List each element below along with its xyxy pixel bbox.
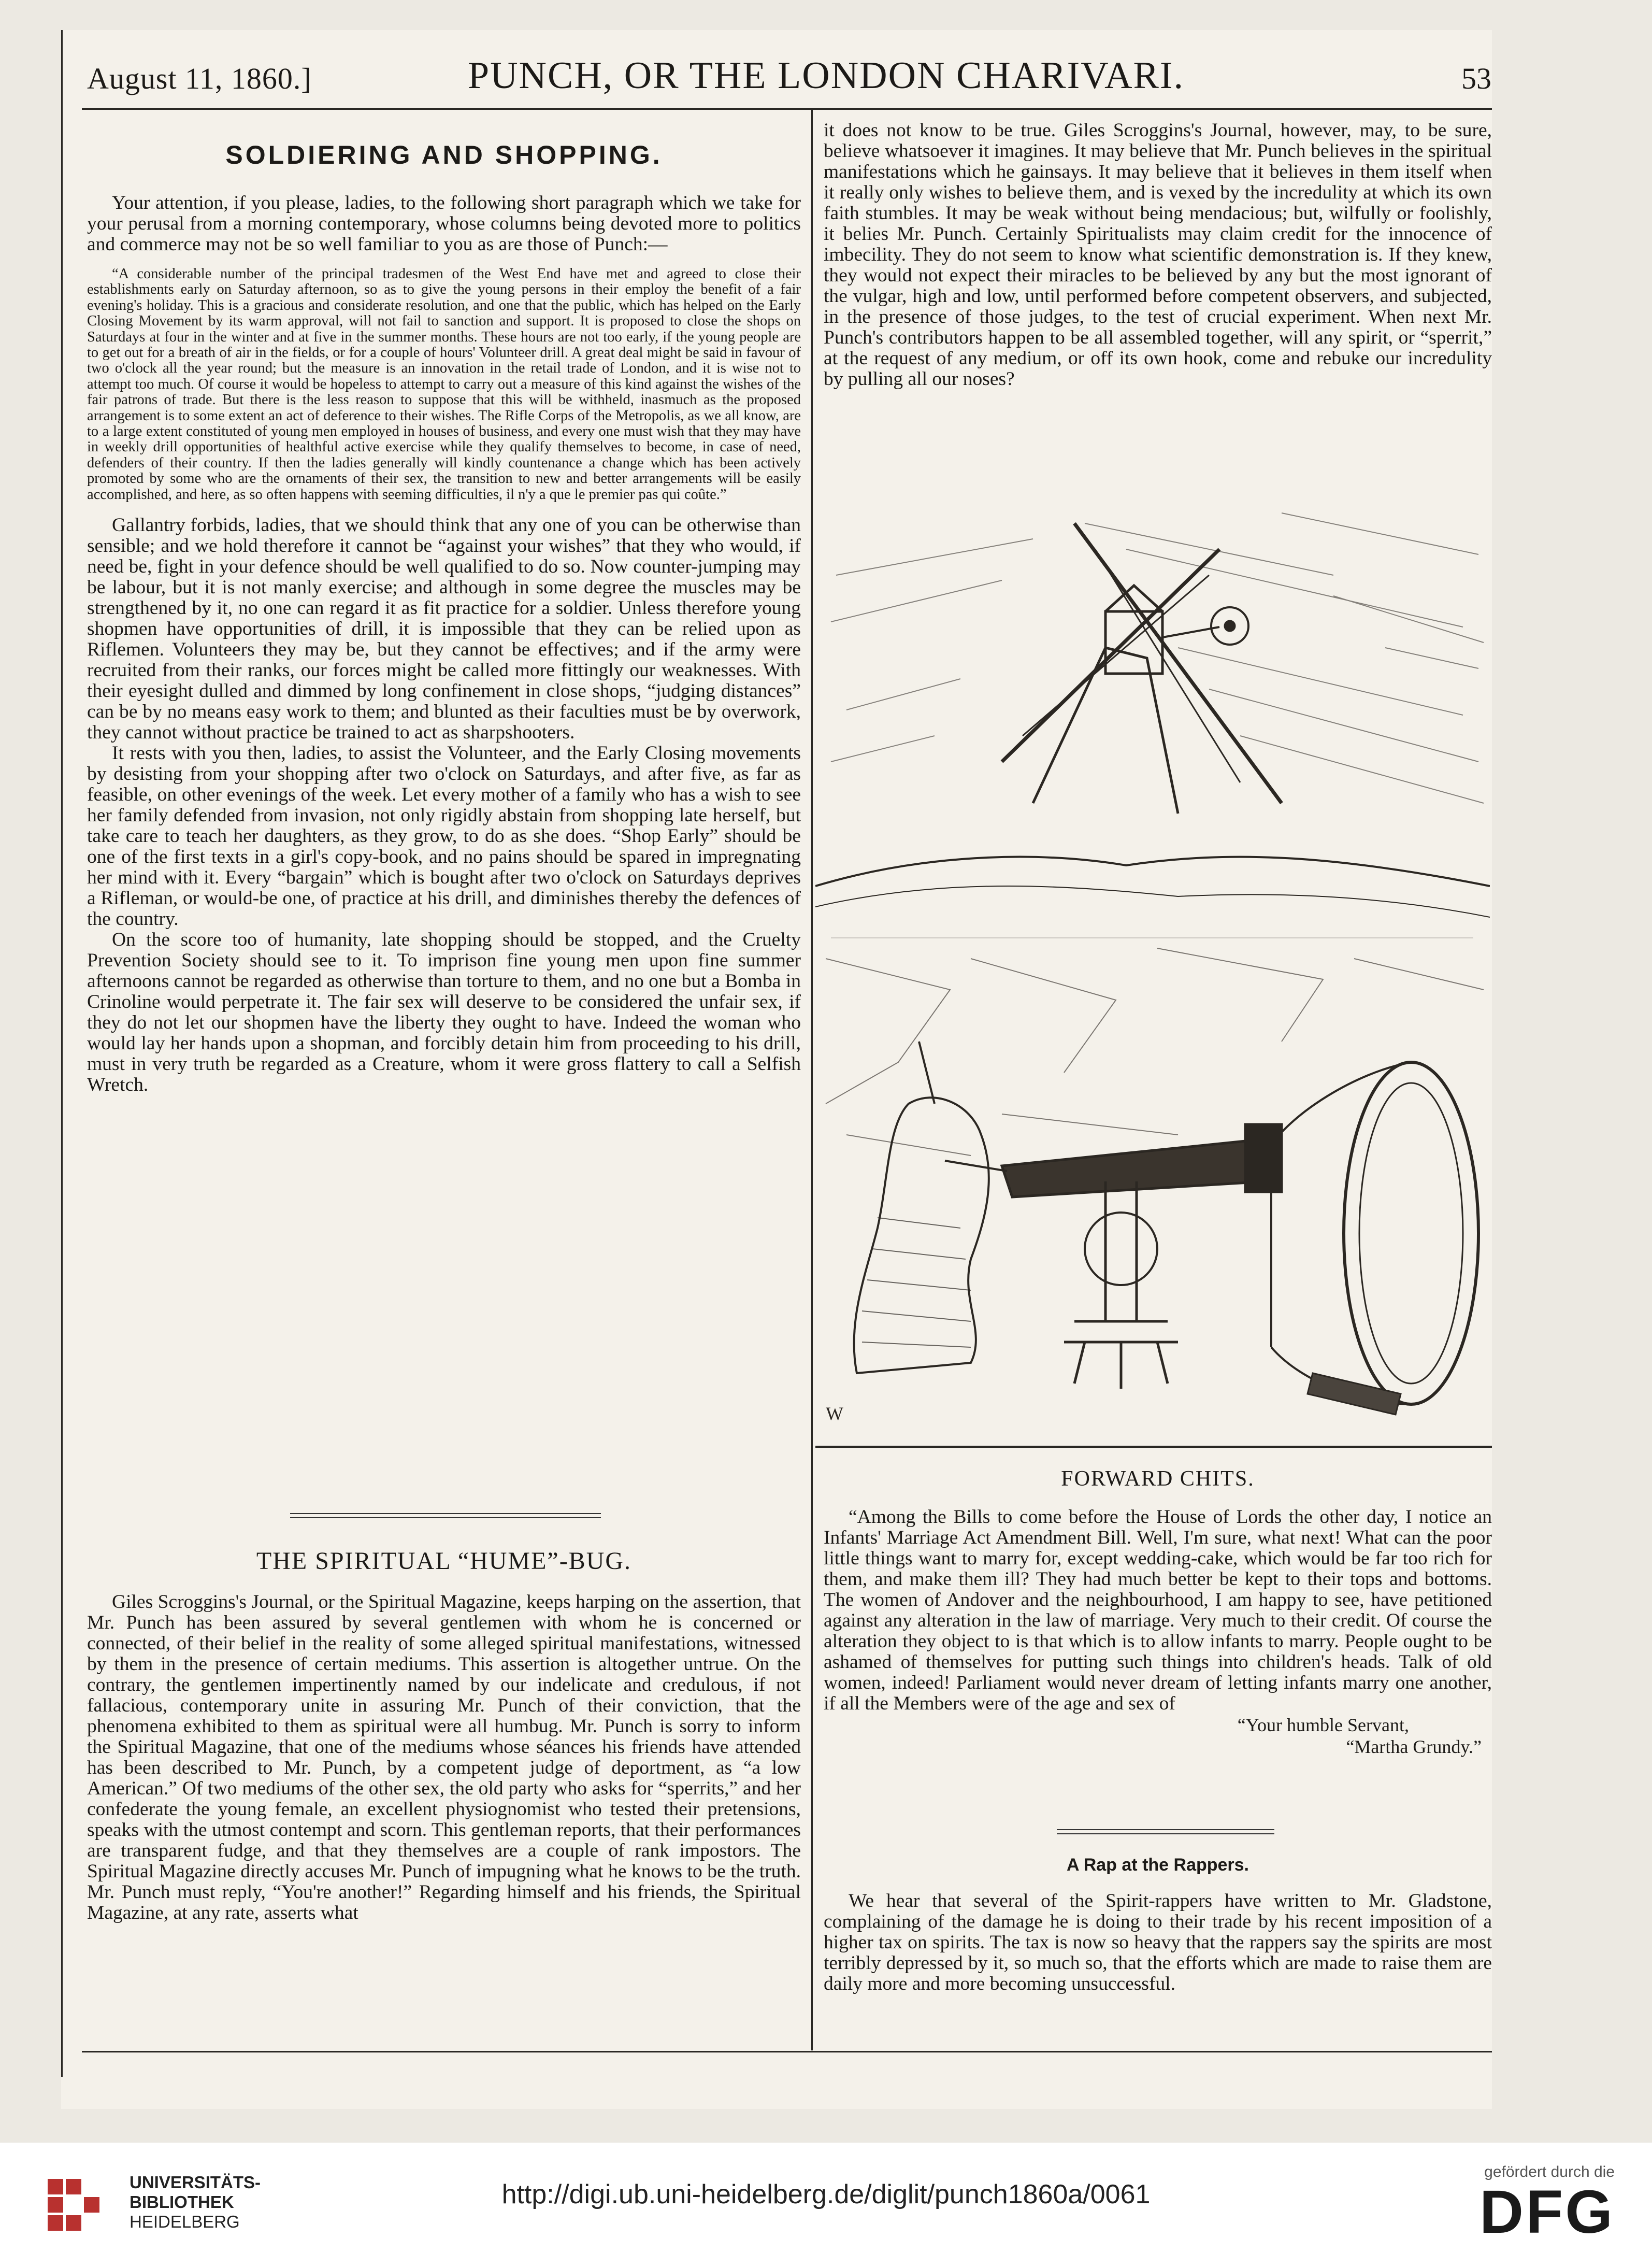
header-rule xyxy=(82,108,1492,110)
spiritual-paragraph-1: Giles Scroggins's Journal, or the Spiritual Magazine, keeps harping on the assertion, that Mr. Punch has been assured by several gentlemen with whom he is concerned or connected, of their belief in the reality of some alleged spiritual manifestations, witnessed by them in the presence of certain mediums. This assertion is altogether untrue. On the contrary, the gentlemen impertinently named by our indelicate and credulous, if not fallacious, contemporary unite in assuring Mr. Punch of their conviction, that the phenomena exhibited to them as spiritual were all humbug. Mr. Punch is sorry to inform the Spiritual Magazine, that one of the mediums whose séances his friends have attended has been described to Mr. Punch, by a competent judge of deportment, as “a low American.” Of two mediums of the other sex, the old party who asks for “sperrits,” and her confederate the young female, an excellent physiognomist who tested their pretensions, speaks with the utmost contempt and scorn. This gentleman reports, that their performances are transparent fudge, and that they themselves are a couple of rank impostors. The Spiritual Magazine directly accuses Mr. Punch of impugning what he knows to be the truth. Mr. Punch must reply, “You're another!” Regarding himself and his friends, the Spiritual Magazine, at any rate, asserts what xyxy=(87,1591,801,1923)
forward-chits-closing: “Your humble Servant, xyxy=(1237,1715,1409,1735)
rap-body: We hear that several of the Spirit-rappers have written to Mr. Gladstone, complaining of the damage he is doing to their trade by his recent imposition of a higher tax on spirits. The tax is now so heavy that the rappers say the spirits are most terribly depressed by it, so much so, that the efforts which are made to raise them are daily more and more becoming unsuccessful. xyxy=(824,1890,1492,1994)
library-line-3: HEIDELBERG xyxy=(130,2212,240,2231)
forward-chits-article xyxy=(824,1466,1492,1758)
illustration-signature: W xyxy=(826,1403,843,1424)
article-heading-rap: A Rap at the Rappers. xyxy=(1066,1855,1249,1875)
article-heading-soldiering: SOLDIERING AND SHOPPING. xyxy=(225,140,663,169)
soldiering-paragraph-1: Gallantry forbids, ladies, that we should think that any one of you can be otherwise than sensible; and we hold therefore it cannot be “against your wishes” that they who would, if need be, fight in your defence should be well qualified to do so. Now counter-jumping may be labour, but it is not manly exercise; and although in some degree the muscles may be strengthened by it, no one can regard it as fit practice for a soldier. Unless therefore young shopmen have opportunities of drill, it is impossible that they can be relied upon as Riflemen. Volunteers they may be, but they cannot be effectives; and if the army were recruited from their ranks, our forces might be called more fittingly our weaknesses. With their eyesight dulled and dimmed by long confinement in close shops, “judging distances” can be by no means easy work to them; and blunted as their faculties must be by overwork, they cannot without practice be trained to act as sharpshooters. xyxy=(87,515,801,744)
permalink-url[interactable]: http://digi.ub.uni-heidelberg.de/diglit/punch1860a/0061 xyxy=(501,2179,1151,2209)
left-frame-rule xyxy=(61,30,63,2077)
soldiering-intro: Your attention, if you please, ladies, to the following short paragraph which we take for your perusal from a morning contemporary, whose columns being devoted more to politics and commerce may not be so well familiar to you as are those of Punch:— xyxy=(87,192,801,255)
rap-article xyxy=(824,1855,1492,1994)
forward-chits-signature: “Martha Grundy.” xyxy=(1346,1736,1482,1757)
library-line-1: UNIVERSITÄTS- xyxy=(130,2173,261,2192)
spiritual-article xyxy=(87,1547,801,1923)
library-line-2: BIBLIOTHEK xyxy=(130,2192,234,2212)
sponsor-caption: gefördert durch die xyxy=(1484,2163,1615,2180)
header-title: PUNCH, OR THE LONDON CHARIVARI. xyxy=(467,54,1185,97)
header-date: August 11, 1860.] xyxy=(87,62,312,95)
spiritual-paragraph-2: it does not know to be true. Giles Scroggins's Journal, however, may, to be sure, believe whatsoever it imagines. It may believe that Mr. Punch believes in the spiritual manifestations which he gainsays. It may believe that it believes in them itself when it really only wishes to believe them, and is vexed by the incredulity at which its own faith stumbles. It may be weak without being mendacious; but, wilfully or foolishly, it belies Mr. Punch. Certainly Spiritualists may claim credit for the innocence of imbecility. They do not seem to know what scientific demonstration is. If they knew, they would not expect their miracles to be believed by any but the most ignorant of the vulgar, high and low, until performed before competent observers, and subjected, in the presence of those judges, to the test of crucial experiment. When next Mr. Punch's contributors happen to be all assembled together, will any spirit, or “sperrit,” at the request of any medium, or off its own hook, come and rebuke our incredulity by pulling all our noses? xyxy=(824,120,1492,390)
soldiering-quote: “A considerable number of the principal tradesmen of the West End have met and agreed to close their establishments early on Saturday afternoon, so as to give the young persons in their employ the benefit of a fair evening's holiday. This is a gracious and considerate resolution, and one that the public, which has helped on the Early Closing Movement by its warm approval, will not fail to sanction and support. It is proposed to close the shops on Saturdays at four in the winter and at five in the summer months. These hours are not too early, if the young people are to get out for a breath of air in the fields, or for a couple of hours' Volunteer drill. A great deal might be said in favour of two o'clock all the year round; but the measure is an innovation in the retail trade of London, and it is wise not to attempt too much. Of course it would be hopeless to attempt to carry out a measure of this kind against the wishes of the fair patrons of trade. But there is the less reason to suppose that this will be withheld, inasmuch as the proposed arrangement is to some extent an act of deference to their wishes. The Rifle Corps of the Metropolis, as we all know, are to a large extent constituted of young men employed in houses of business, and every one must wish that they may have in weekly drill opportunities of healthful active exercise while they qualify themselves to become, in case of need, defenders of their country. If then the ladies generally will kindly countenance a change which has been actively promoted by some who are the ornaments of their sex, the transition to new and better arrangements will be easily accomplished, and here, as so often happens with seeming difficulties, il n'y a que le premier pas qui coûte.” xyxy=(87,266,801,503)
article-heading-spiritual: THE SPIRITUAL “HUME”-BUG. xyxy=(256,1547,632,1575)
bottom-rule xyxy=(82,2051,1492,2052)
spiritual-continuation xyxy=(824,120,1492,390)
section-divider-left xyxy=(290,1513,601,1518)
forward-chits-body: “Among the Bills to come before the House of Lords the other day, I notice an Infants' Marriage Act Amendment Bill. Well, I'm sure, what next! What can the poor little things want to marry for, except wedding-cake, which would be far too rich for them, and make them ill? They had much better be kept to their tops and bottoms. The women of Andover and the neighbourhood, I am happy to see, have petitioned against any alteration in the law of marriage. Very much to their credit. Of course the alteration they object to is that which is to allow infants to marry. People ought to be ashamed of themselves for putting such things into children's heads. Talk of old women, indeed! Parliament would never dream of letting infants marry one another, if all the Members were of the age and sex of xyxy=(824,1506,1492,1714)
soldiering-paragraph-2: It rests with you then, ladies, to assist the Volunteer, and the Early Closing movements by desisting from your shopping after two o'clock on Saturdays, and after five, as far as feasible, on other evenings of the week. Let every mother of a family who has a wish to see her family defended from invasion, not only rigidly abstain from shopping late herself, but take care to teach her daughters, as they grow, to do as she does. “Shop Early” should be one of the first texts in a girl's copy-book, and no pains should be spared in impregnating her mind with it. Every “bargain” which is bought after two o'clock on Saturdays deprives a Rifleman, or would-be one, of practice at his drill, and diminishes thereby the defences of the country. xyxy=(87,743,801,930)
article-heading-forward-chits: FORWARD CHITS. xyxy=(1061,1467,1255,1491)
column-divider xyxy=(811,110,813,2050)
dfg-sponsor[interactable] xyxy=(1459,2163,1615,2246)
windmill-telescope-illustration xyxy=(815,492,1490,1430)
digitization-footer xyxy=(0,2143,1652,2267)
illustration-bottom-rule xyxy=(815,1446,1492,1448)
section-divider-right xyxy=(1057,1829,1274,1834)
left-column xyxy=(87,140,801,1095)
soldiering-paragraph-3: On the score too of humanity, late shopping should be stopped, and the Cruelty Prevention Society should see to it. To imprison fine young men upon fine summer afternoons cannot be regarded as otherwise than torture to them, and no one but a Bomba in Crinoline would perpetrate it. The fair sex will deserve to be considered the unfair sex, if they do not let our shopmen have the liberty they ought to have. Indeed the woman who would lay her hands upon a shopman, and forcibly detain him from proceeding to his drill, must in very truth be regarded as a Creature, whom it were gross flattery to call a Selfish Wretch. xyxy=(87,929,801,1096)
dfg-logo: DFG xyxy=(1479,2178,1615,2246)
header-page-number: 53 xyxy=(1461,62,1491,95)
